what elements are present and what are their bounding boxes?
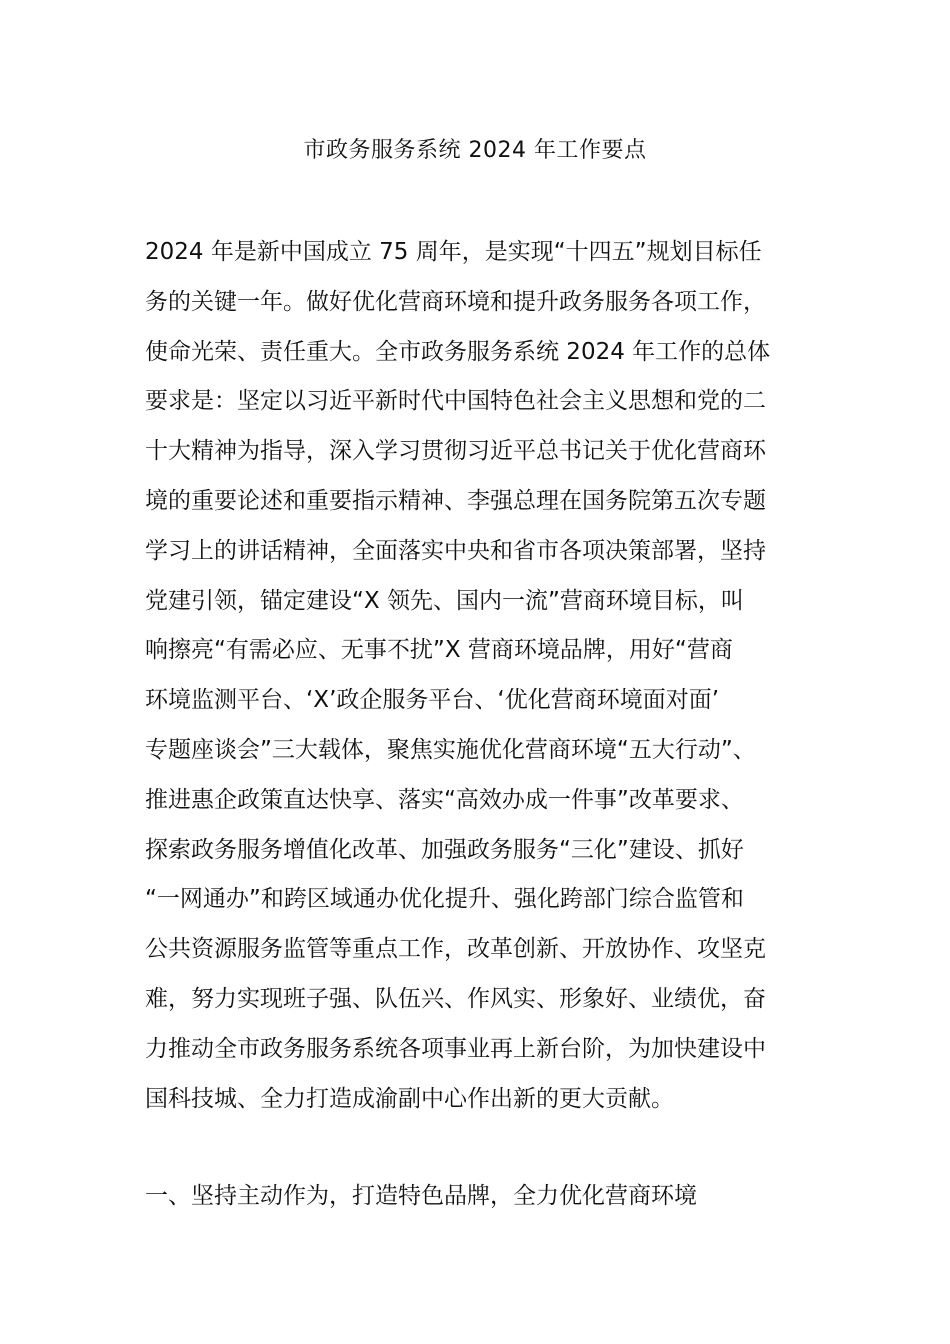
paragraph-line: 国科技城、全力打造成渝副中心作出新的更大贡献。 (145, 1085, 674, 1112)
section-heading: 一、坚持主动作为，打造特色品牌，全力优化营商环境 (145, 1183, 697, 1209)
paragraph-line: 专题座谈会”三大载体，聚焦实施优化营商环境“五大行动”、 (145, 736, 756, 763)
paragraph-line: 十大精神为指导，深入学习贯彻习近平总书记关于优化营商环 (145, 438, 766, 465)
paragraph-line: 公共资源服务监管等重点工作，改革创新、开放协作、攻坚克 (145, 936, 766, 963)
document-title: 市政务服务系统 2024 年工作要点 (303, 138, 647, 163)
paragraph-line: 难，努力实现班子强、队伍兴、作风实、形象好、业绩优，奋 (145, 985, 766, 1012)
paragraph-line: 2024 年是新中国成立 75 周年，是实现“十四五”规划目标任 (145, 239, 762, 265)
paragraph-line: 学习上的讲话精神，全面落实中央和省市各项决策部署，坚持 (145, 537, 766, 564)
paragraph-line: 使命光荣、责任重大。全市政务服务系统 2024 年工作的总体 (145, 338, 771, 365)
paragraph-line: 党建引领，锚定建设“X 领先、国内一流”营商环境目标，叫 (145, 587, 744, 614)
paragraph-line: 环境监测平台、‘X’政企服务平台、‘优化营商环境面对面’ (145, 687, 720, 714)
paragraph-line: 响擦亮“有需必应、无事不扰”X 营商环境品牌，用好“营商 (145, 637, 733, 664)
paragraph-line: 要求是：坚定以习近平新时代中国特色社会主义思想和党的二 (145, 388, 766, 415)
paragraph-line: 推进惠企政策直达快享、落实“高效办成一件事”改革要求、 (145, 786, 744, 813)
paragraph-line: 境的重要论述和重要指示精神、李强总理在国务院第五次专题 (145, 487, 766, 514)
paragraph-line: “一网通办”和跨区域通办优化提升、强化跨部门综合监管和 (145, 886, 744, 913)
paragraph-line: 探索政务服务增值化改革、加强政务服务“三化”建设、抓好 (145, 836, 744, 863)
paragraph-line: 力推动全市政务服务系统各项事业再上新台阶，为加快建设中 (145, 1035, 766, 1062)
paragraph-line: 务的关键一年。做好优化营商环境和提升政务服务各项工作， (145, 288, 766, 315)
intro-paragraph (145, 228, 825, 1124)
